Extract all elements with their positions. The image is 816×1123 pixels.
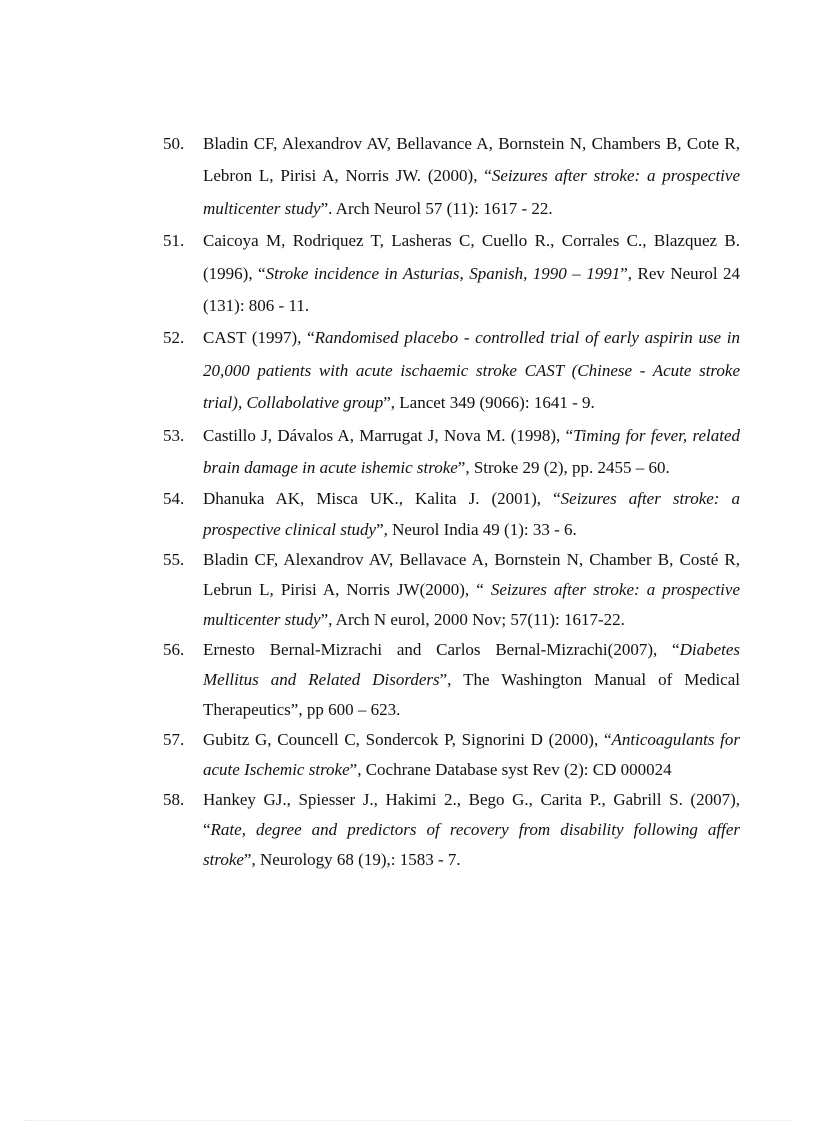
reference-text — [203, 484, 740, 545]
reference-number: 55. — [163, 550, 185, 570]
reference-number: 56. — [163, 640, 185, 660]
reference-title: Seizures after stroke: a prospective multicenter study — [203, 166, 740, 218]
reference-text — [203, 725, 740, 785]
reference-item — [163, 322, 740, 419]
reference-title: Rate, degree and predictors of recovery from disability following affer stroke — [203, 820, 740, 870]
reference-title: Stroke incidence in Asturias, Spanish, 1990 – 1991 — [265, 263, 621, 283]
reference-title: Diabetes Mellitus and Related Disorders — [203, 640, 740, 690]
reference-source: ”, Lancet 349 (9066): 1641 - 9. — [383, 393, 595, 413]
reference-authors: Bladin CF, Alexandrov AV, Bellavance A, Bornstein N, Chambers B, Cote R, Lebron L, Pirisi A, Norris JW. (2000), “ — [203, 134, 740, 186]
reference-text — [203, 225, 740, 322]
reference-authors: Bladin CF, Alexandrov AV, Bellavace A, Bornstein N, Chamber B, Costé R, Lebrun L, Pirisi A, Norris JW(2000), “ — [203, 550, 740, 600]
reference-source: ”, Neurol India 49 (1): 33 - 6. — [376, 519, 577, 539]
page-bottom-divider — [24, 1120, 792, 1121]
reference-text — [203, 322, 740, 419]
reference-text — [203, 420, 740, 485]
reference-source: ”, Neurology 68 (19),: 1583 - 7. — [243, 850, 461, 870]
reference-source: ”, The Washington Manual of Medical Therapeutics”, pp 600 – 623. — [203, 670, 740, 720]
reference-source: ”, Arch N eurol, 2000 Nov; 57(11): 1617-22. — [320, 610, 625, 630]
reference-authors: CAST (1997), “ — [203, 328, 315, 348]
reference-authors: Gubitz G, Councell C, Sondercok P, Signorini D (2000), “ — [203, 730, 612, 750]
reference-item — [163, 225, 740, 322]
reference-number: 53. — [163, 425, 185, 445]
reference-item — [163, 420, 740, 485]
reference-number: 54. — [163, 489, 185, 509]
reference-text — [203, 545, 740, 635]
reference-number: 52. — [163, 328, 185, 348]
reference-item — [163, 635, 740, 725]
reference-title: Randomised placebo - controlled trial of early aspirin use in 20,000 patients with acute ischaemic stroke CAST (Chinese - Acute stroke trial), Collabolative group — [203, 328, 741, 413]
reference-source: ”. Arch Neurol 57 (11): 1617 - 22. — [320, 198, 553, 218]
reference-authors: Caicoya M, Rodriquez T, Lasheras C, Cuello R., Corrales C., Blazquez B. (1996), “ — [203, 231, 740, 283]
reference-text — [203, 785, 740, 875]
reference-number: 51. — [163, 231, 185, 251]
reference-item — [163, 785, 740, 875]
reference-number: 58. — [163, 790, 185, 810]
reference-title: Seizures after stroke: a prospective multicenter study — [203, 580, 740, 630]
reference-authors: Ernesto Bernal-Mizrachi and Carlos Bernal-Mizrachi(2007), “ — [203, 640, 680, 660]
reference-number: 57. — [163, 730, 185, 750]
reference-text — [203, 635, 740, 725]
reference-source: ”, Cochrane Database syst Rev (2): CD 000024 — [349, 760, 672, 780]
reference-text — [203, 128, 740, 225]
reference-authors: Castillo J, Dávalos A, Marrugat J, Nova M. (1998), “ — [203, 425, 574, 445]
reference-item — [163, 545, 740, 635]
reference-item — [163, 128, 740, 225]
reference-source: ”, Rev Neurol 24 (131): 806 - 11. — [203, 263, 741, 316]
reference-source: ”, Stroke 29 (2), pp. 2455 – 60. — [457, 458, 670, 478]
reference-title: Anticoagulants for acute Ischemic stroke — [203, 730, 741, 780]
reference-title: Seizures after stroke: a prospective clinical study — [203, 489, 740, 539]
reference-number: 50. — [163, 134, 185, 153]
reference-authors: Hankey GJ., Spiesser J., Hakimi 2., Bego G., Carita P., Gabrill S. (2007), “ — [203, 790, 740, 840]
reference-item — [163, 725, 740, 785]
reference-authors: Dhanuka AK, Misca UK., Kalita J. (2001), “ — [203, 489, 561, 509]
reference-list — [163, 128, 740, 875]
reference-title: Timing for fever, related brain damage in acute ishemic stroke — [203, 425, 740, 478]
reference-item — [163, 484, 740, 545]
